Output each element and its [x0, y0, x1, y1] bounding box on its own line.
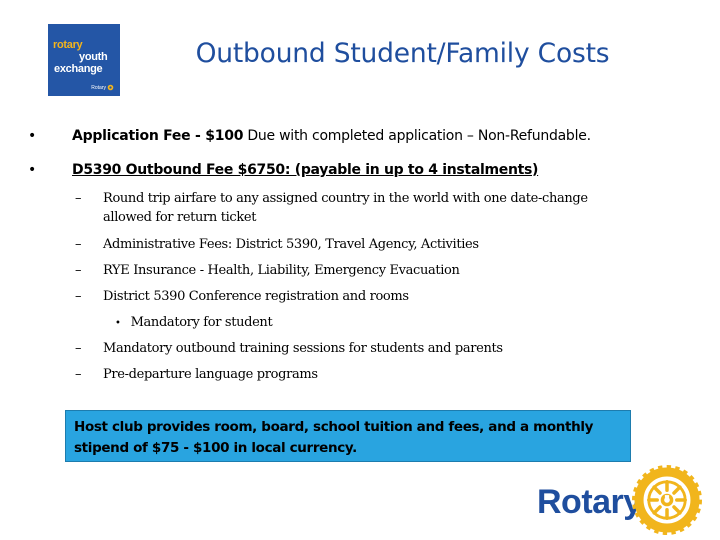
- callout-line-2: stipend of $75 - $100 in local currency.: [74, 440, 357, 456]
- bullet-dot: •: [115, 318, 121, 329]
- application-fee-label: Application Fee - $100: [72, 128, 244, 144]
- logo-small-rotary-mark: Rotary: [91, 84, 114, 91]
- application-fee-note: Due with completed application – Non-Refundable.: [243, 128, 591, 144]
- bullet-dot: •: [28, 128, 37, 144]
- host-club-callout: [65, 410, 631, 462]
- logo-word-rotary: rotary: [53, 39, 83, 51]
- sub-sub-item-mandatory: • Mandatory for student: [115, 315, 273, 330]
- slide: rotary youth exchange Rotary Outbound Student/Family Costs • Application Fee - $100 Due with completed application – Non-Refundable. • D5390 Outbound Fee $6750: (payable in up to 4 instalments) – Round trip airfare to any assigned country in the world with one date-change allowed for return ticket – Administrative Fees: District 5390, Travel Agency, Activities – RYE Insurance - Health, Liability, Emergency Evacuation – District 5390 Conference registration and rooms • Mandatory for student – Mandatory outbound training sessions for students and parents – Pre-departure language programs Host club provides room, board, school tuition and fees, and a monthly stipend of $75 - $100 in local currency. Rotary: [0, 0, 720, 540]
- outbound-fee-label: D5390 Outbound Fee $6750: (payable in up to 4 instalments): [72, 162, 539, 178]
- rotary-wordmark: Rotary: [537, 483, 642, 521]
- callout-line-1: Host club provides room, board, school tuition and fees, and a monthly: [74, 419, 594, 435]
- bullet-dot: •: [28, 162, 36, 178]
- rotary-wheel-icon: [632, 465, 702, 535]
- logo-word-youth: youth: [79, 51, 108, 63]
- page-title: Outbound Student/Family Costs: [195, 38, 610, 69]
- logo-word-exchange: exchange: [54, 63, 103, 75]
- mini-wheel-icon: [107, 84, 114, 91]
